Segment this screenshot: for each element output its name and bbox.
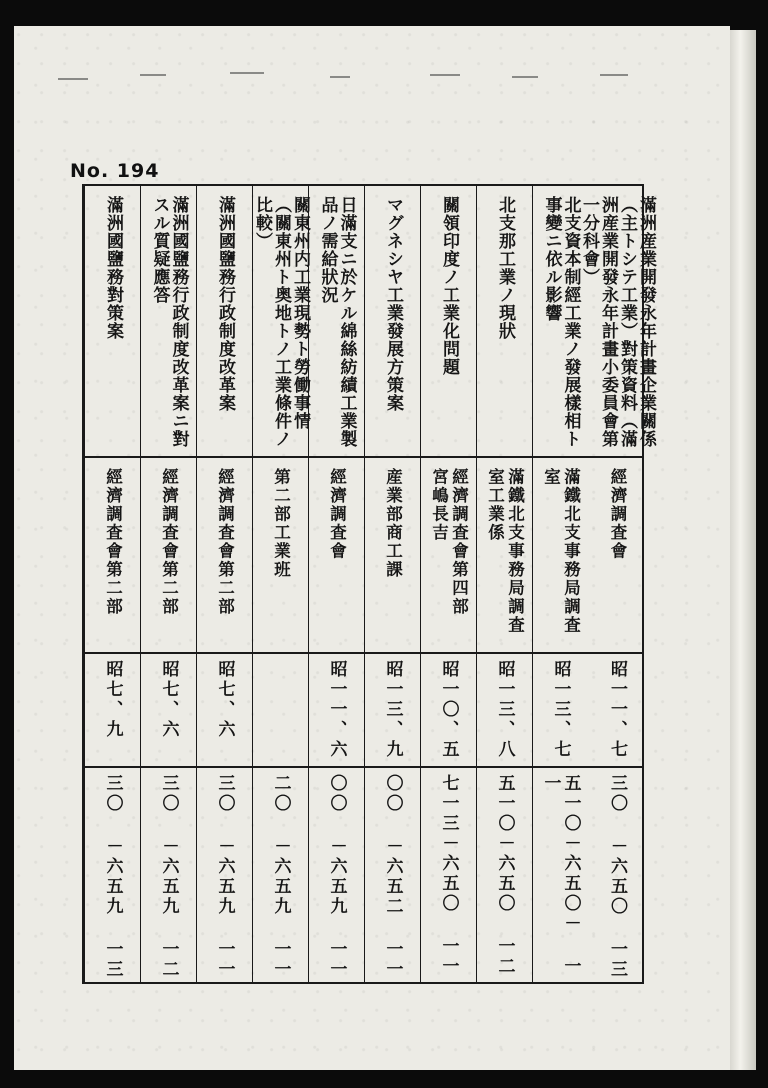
entry-date: 昭一一、七 — [607, 660, 627, 760]
entry-number: 三〇 －六五九 一二 — [158, 774, 179, 980]
entry-org: 産業部商工課 — [383, 468, 403, 579]
decor-dash — [58, 78, 88, 80]
entry-number: 〇〇 －六五二 一一 — [382, 774, 403, 980]
entry-number: 三〇 －六五九 一三 — [102, 774, 123, 980]
decor-dash — [512, 76, 538, 78]
entry-title: 滿洲國鹽務行政制度改革案 — [215, 196, 235, 412]
entry-column — [84, 186, 140, 982]
entry-title: 滿洲産業開發永年計畫企業關係（主トシテ工業）對策資料（滿洲産業開發永年計畫小委員會第一分科會） — [579, 196, 656, 448]
entry-date: 昭一〇、五 — [438, 660, 459, 760]
entry-column — [252, 186, 308, 982]
entry-title: 關領印度ノ工業化問題 — [439, 196, 459, 376]
entry-org: 第二部工業班 — [271, 468, 291, 579]
entry-org: 經濟調査會第二部 — [103, 468, 123, 616]
page-edge — [730, 30, 756, 1070]
entry-column — [476, 186, 532, 982]
decor-dash — [140, 74, 166, 76]
entry-date: 昭一三、八 — [494, 660, 515, 760]
entry-org: 滿鐵北支事務局調査室 — [541, 468, 581, 635]
entry-title: 滿洲國鹽務對策案 — [103, 196, 123, 340]
entry-org: 經濟調査會第二部 — [159, 468, 179, 616]
entry-number: 三〇 －六五九 一一 — [214, 774, 235, 980]
entry-number: 二〇 －六五九 一一 — [270, 774, 291, 980]
entry-org: 經濟調査會第二部 — [215, 468, 235, 616]
entry-column — [308, 186, 364, 982]
entry-number: 三〇 －六五〇 一三 — [607, 774, 627, 980]
entry-title: 北支那工業ノ現狀 — [495, 196, 515, 340]
entry-org: 經濟調査會第四部 宮嶋長吉 — [429, 468, 469, 616]
catalog-table — [82, 184, 656, 984]
page-number: No. 194 — [70, 160, 160, 182]
entry-org: 滿鐵北支事務局調査室工業係 — [485, 468, 525, 635]
decor-dash — [230, 72, 264, 74]
entry-date: 昭一三、九 — [382, 660, 403, 760]
entry-column — [364, 186, 420, 982]
entry-title: 滿洲國鹽務行政制度改革案ニ對スル質疑應答 — [149, 196, 189, 448]
entry-date: 昭七、六 — [214, 660, 235, 740]
entry-org: 經濟調査會 — [327, 468, 347, 561]
entry-date: 昭一一、六 — [326, 660, 347, 760]
entry-number: 五一〇－六五〇 一二 — [494, 774, 515, 977]
entry-number: 〇〇 －六五九 一一 — [326, 774, 347, 980]
entry-title: 北支資本制經工業ノ發展樣相ト事變ニ依ル影響 — [541, 196, 581, 448]
entry-column — [532, 186, 588, 982]
entry-number: 五一〇－六五〇－ 一一 — [540, 774, 581, 977]
entry-date: 昭一三、七 — [550, 660, 571, 760]
decor-dash — [600, 74, 628, 76]
entry-title: 日滿支ニ於ケル綿絲紡績工業製品ノ需給狀況 — [317, 196, 357, 448]
entry-title: マグネシヤ工業發展方策案 — [383, 196, 403, 412]
entry-column — [196, 186, 252, 982]
entry-number: 七一三－六五〇 一一 — [438, 774, 459, 977]
entry-date: 昭七、九 — [102, 660, 123, 740]
entry-title: 關東州内工業現勢ト勞働事情（關東州ト奥地トノ工業條件ノ比較） — [252, 196, 310, 448]
entry-column — [420, 186, 476, 982]
entry-date: 昭七、六 — [158, 660, 179, 740]
entry-column — [579, 186, 656, 982]
entry-org: 經濟調査會 — [608, 468, 627, 561]
decor-dash — [330, 76, 350, 78]
decor-dash — [430, 74, 460, 76]
entry-column — [140, 186, 196, 982]
